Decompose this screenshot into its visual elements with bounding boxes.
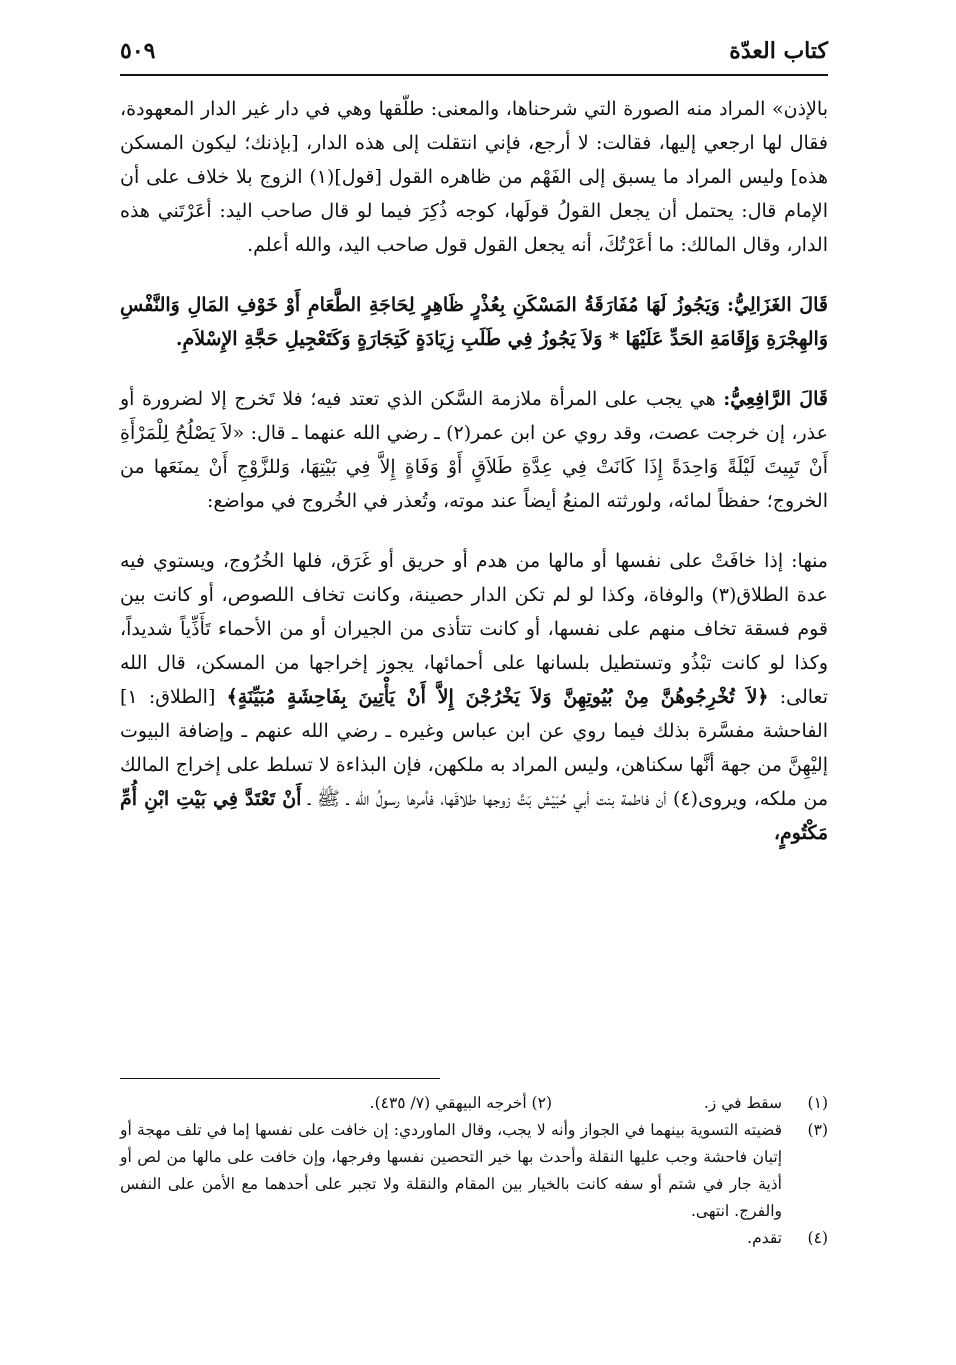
footnote-row — [120, 1225, 828, 1252]
footnotes — [120, 1090, 828, 1252]
rafii-text: هي يجب على المرأة ملازمة السَّكن الذي تعتد فيه؛ فلا تَخرج إلا لضرورة أو عذر، إن خرجت عصت، وقد روي عن ابن عمر(٢) ـ رضي الله عنهما ـ قال: «لاَ يَصْلُحُ لِلْمَرْأَةِ أَنْ تَبِيتَ لَيْلَةً وَاحِدَةً إِذَا كَانَتْ فِي عِدَّةِ طَلاَقٍ أَوْ وَفَاةٍ إِلاَّ فِي بَيْتِهَا، وَللزَّوْجِ أَنْ يمنَعَها من الخروج؛ حفظاً لمائه، ولورثته المنعُ أيضاً عند موته، وتُعذر في الخُروج في مواضع: — [120, 388, 828, 512]
footnote-number: (١) — [807, 1094, 828, 1112]
paragraph-4-part-1: منها: إذا خافَتْ على نفسها أو مالها من هدم أو حريق أو غَرَق، فلها الخُرُوج، ويستوي فيه عدة الطلاق(٣) والوفاة، وكذا لو لم تكن الدار حصينة، وكانت تخاف اللصوص، أو كانت بين قوم فسقة تخاف منهم على نفسها، أو كانت تتأذى من الجيران أو من الأحماء تَأَذِّياً شديداً، وكذا لو كانت تبْذُو وتستطيل بلسانها على أحمائها، يجوز إخراجها من المسكن، قال الله تعالى: — [120, 550, 829, 708]
rafii-paragraph — [120, 382, 828, 518]
footnote-number: (٣) — [807, 1121, 828, 1139]
quran-verse: ﴿لاَ تُخْرِجُوهُنَّ مِنْ بُيُوتِهِنَّ وَلاَ يَخْرُجْنَ إِلاَّ أَنْ يَأْتِينَ بِفَاحِشَةٍ مُبَيِّنَةٍ﴾ — [226, 686, 769, 708]
ghazali-text: وَيَجُوزُ لَهَا مُفَارَقَةُ المَسْكَنِ بِعُذْرٍ ظَاهِرٍ لِحَاجَةِ الطَّعَامِ أَوْ خَوْفِ المَالِ وَالنَّفْسِ وَالهِجْرَةِ وَإِقَامَةِ الحَدِّ عَلَيْهَا * وَلاَ يَجُوزُ فِي طَلَبِ زِيَادَةٍ كَتِجَارَةٍ وَكَتَعْجِيلِ حَجَّةِ الإِسْلاَمِ. — [120, 294, 828, 350]
paragraph-4-part-2: [الطلاق: ١] الفاحشة مفسَّرة بذلك فيما روي عن ابن عباس وغيره ـ رضي الله عنهم ـ وإضافة البيوت إليْهِنَّ من جهة أنَّها سكناهن، وليس المراد به ملكهن، فإن البذاءة لا تسلط على إخراج المالك من ملكه، ويروى(٤) أن فاطمة بنت أبي حُبَيْش بَتَّ زوجها طلاقَها، فأمرها رسولُ الله ـ ﷺ ـ — [120, 686, 829, 810]
footnote-4: تقدم. — [747, 1229, 782, 1247]
footnote-row — [120, 1090, 828, 1117]
ghazali-label: قَالَ الغَزَالِيُّ: — [726, 294, 828, 316]
main-text — [120, 92, 828, 850]
footnote-divider — [120, 1078, 440, 1079]
ghazali-paragraph — [120, 288, 828, 356]
paragraph-1: بالإذن» المراد منه الصورة التي شرحناها، والمعنى: طلّقها وهي في دار غير الدار المعهودة، فقال لها ارجعي إليها، فقالت: لا أرجع، فإني انتقلت إلى هذه الدار، [بإذنك؛ ليكون المسكن هذه] وليس المراد ما يسبق إلى الفَهْم من ظاهره القول [قول](١) الزوج بلا خلاف على أن الإمام قال: يحتمل أن يجعل القولُ قولَها، كوجه ذُكِرَ فيما لو قال صاحب اليد: أعَرْتَني هذه الدار، وقال المالك: ما أعَرْتُكَ، أنه يجعل القول قول صاحب اليد، والله أعلم. — [120, 98, 828, 256]
footnote-2: (٢) أخرجه البيهقي (٧/ ٤٣٥). — [369, 1094, 552, 1112]
paragraph-4 — [120, 544, 828, 850]
page-number: ٥٠٩ — [120, 38, 156, 64]
footnote-1: سقط في ز. — [703, 1094, 782, 1112]
hadith-text: أَنْ تَعْتَدَّ فِي بَيْتِ ابْنِ أُمِّ مَكْتُومٍ، — [120, 788, 828, 844]
footnote-number: (٤) — [807, 1229, 828, 1247]
rafii-label: قَالَ الرَّافِعِيُّ: — [723, 388, 828, 410]
page-header — [120, 38, 828, 74]
footnote-row — [120, 1117, 828, 1225]
footnote-3: قضيته التسوية بينهما في الجواز وأنه لا يجب، وقال الماوردي: إن خافت على نفسها إما في تلف مهجة أو إتيان فاحشة وجب عليها النقلة وأحدث بها خير التحصين نفسها وفرجها، وإن خافت على مالها من لص أو أذية جار في شتم أو سفه كانت بالخيار بين المقام والنقلة ولا تجبر على أحدهما مع الأمن على النفس والفرج. انتهى. — [120, 1121, 782, 1220]
header-divider — [120, 74, 828, 76]
book-title: كتاب العدّة — [729, 38, 828, 64]
